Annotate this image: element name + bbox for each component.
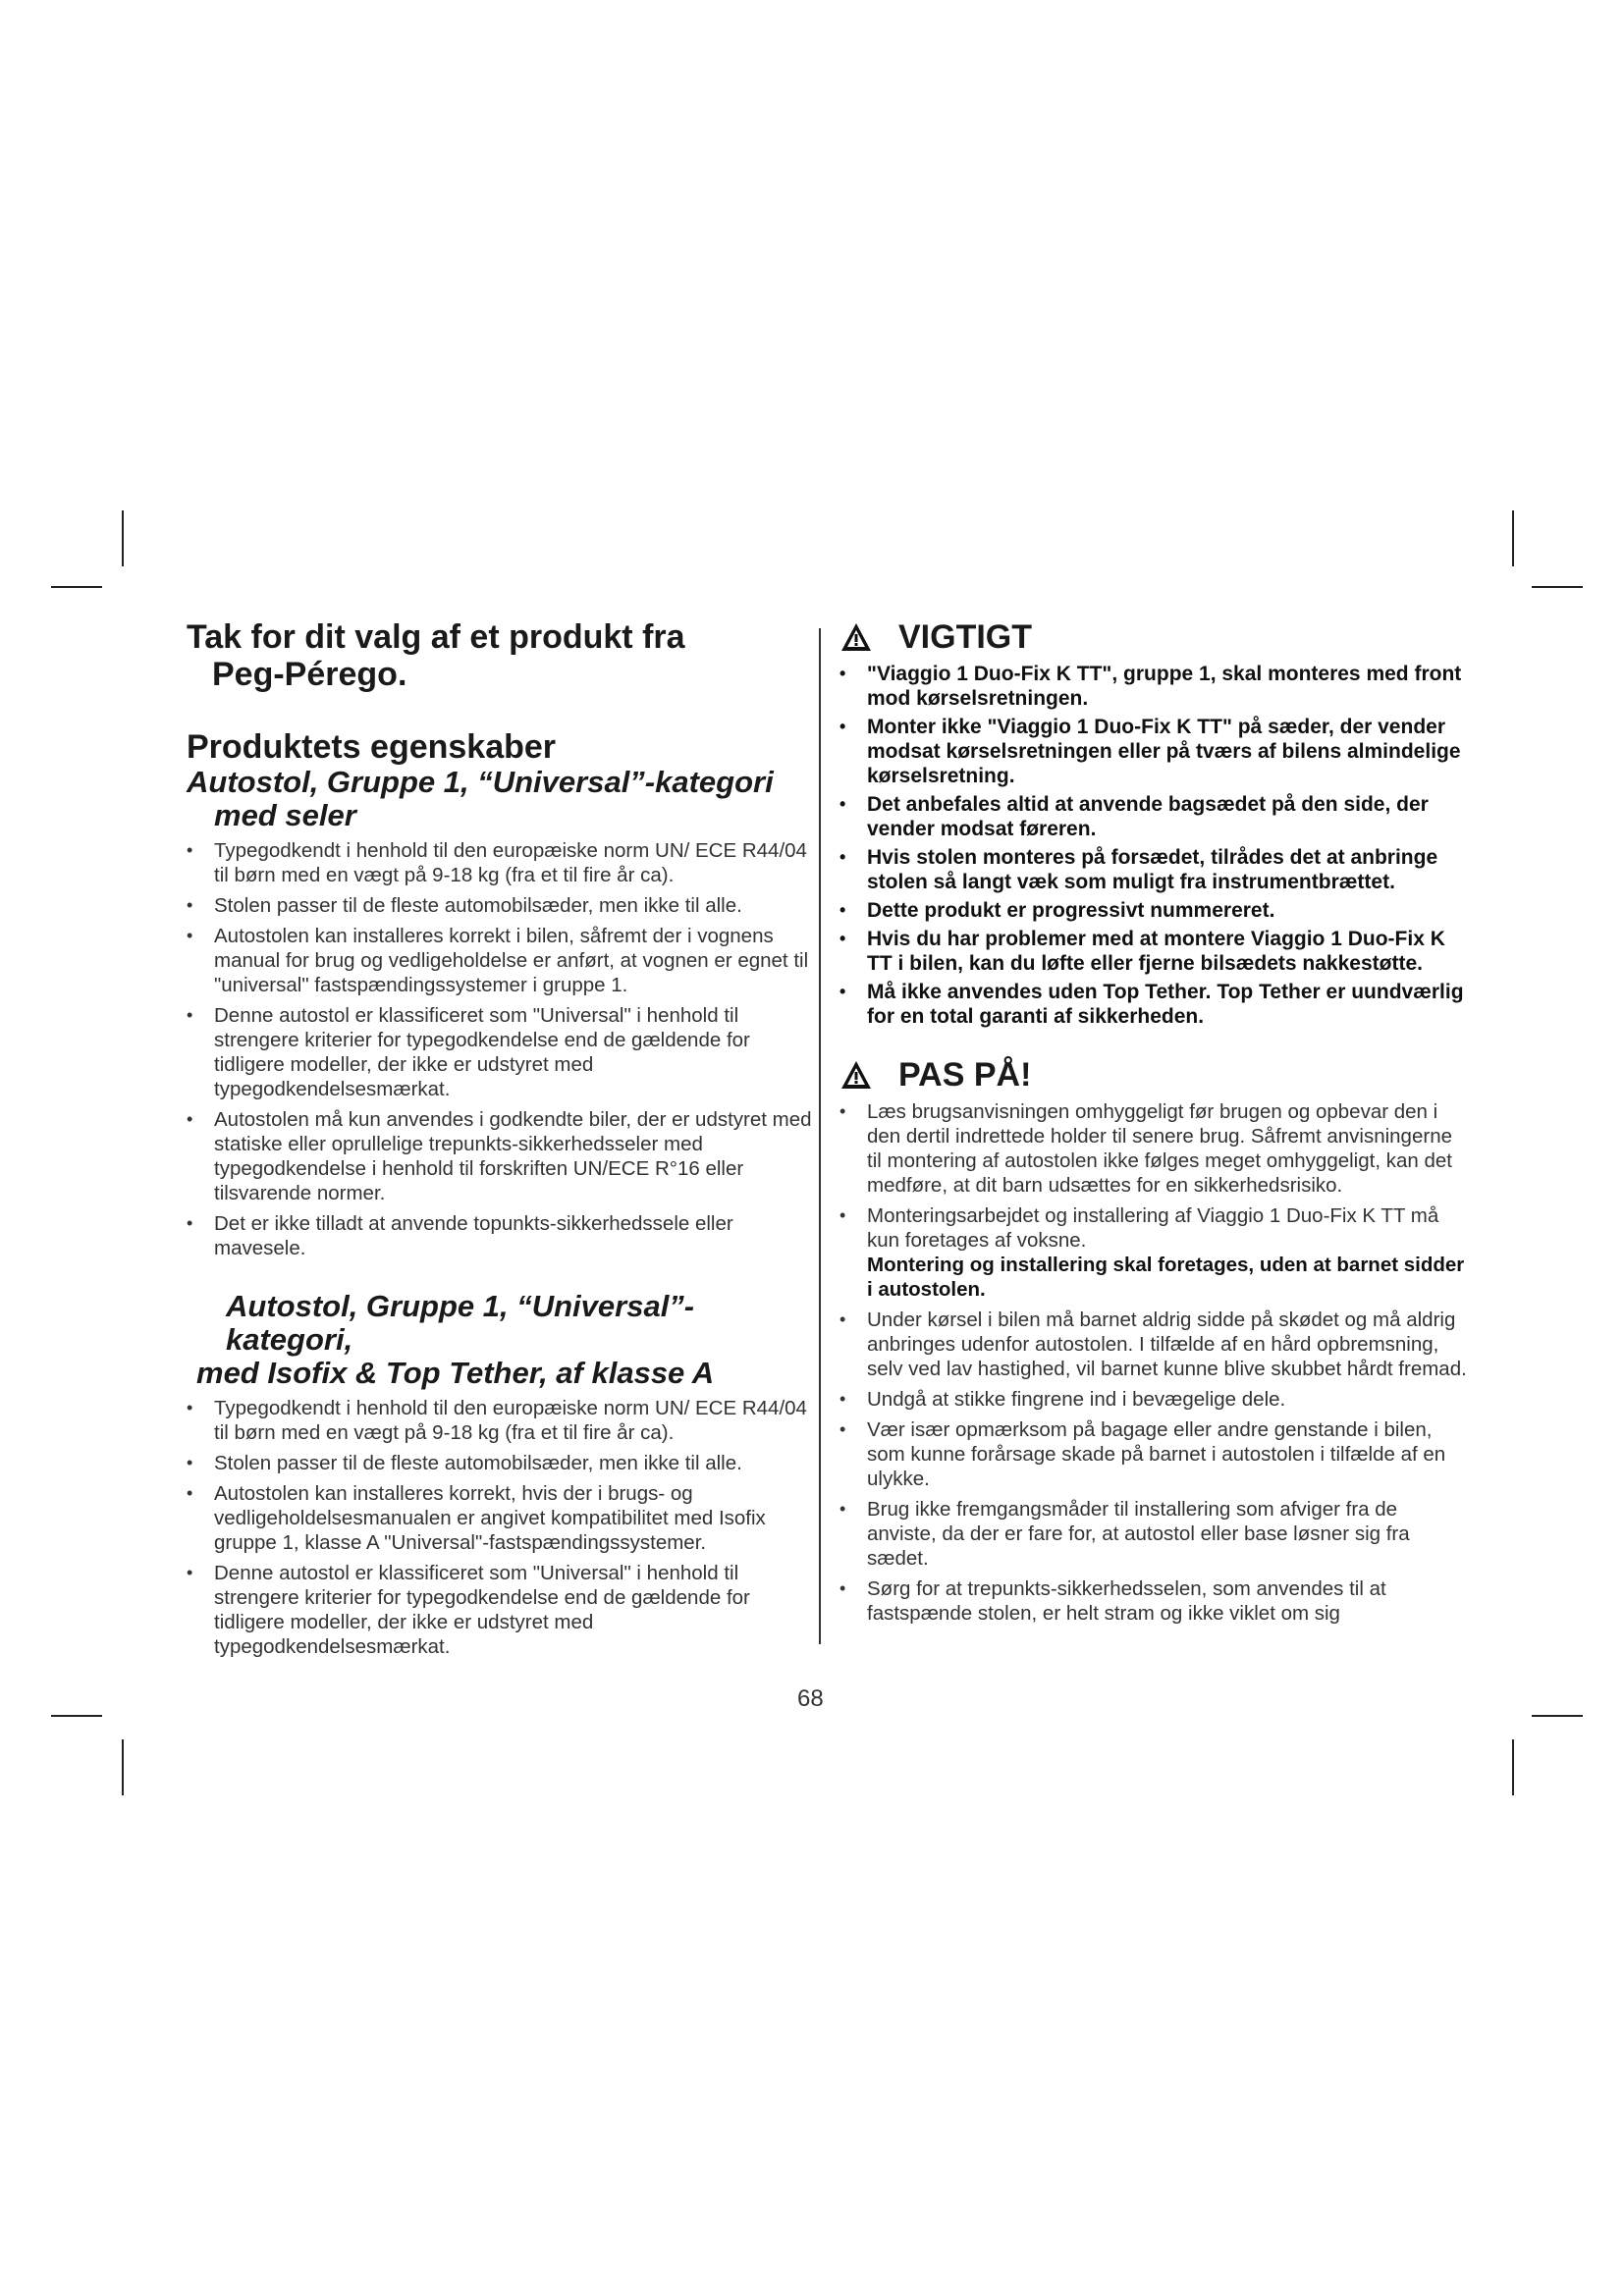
list-item-text: Monteringsarbejdet og installering af Viaggio 1 Duo-Fix K TT må kun foretages af voksne.	[867, 1204, 1439, 1252]
crop-mark	[122, 1739, 124, 1795]
list-item: • Denne autostol er klassificeret som "Universal" i henhold til strengere kriterier for typegodkendelse end de gældende for tidligere modeller, der ikke er udstyret med typegodkendelsesmærkat.	[187, 1561, 815, 1659]
paspaa-heading	[839, 1056, 1468, 1094]
crop-mark	[1512, 510, 1514, 566]
list-item: • Stolen passer til de fleste automobilsæder, men ikke til alle.	[187, 893, 815, 918]
list-item: • Dette produkt er progressivt nummereret.	[839, 898, 1468, 923]
list-item: • Hvis du har problemer med at montere Viaggio 1 Duo-Fix K TT i bilen, kan du løfte eller fjerne bilsædets nakkestøtte.	[839, 927, 1468, 976]
section-title: Produktets egenskaber	[187, 728, 557, 766]
crop-mark	[51, 586, 102, 588]
crop-mark	[51, 1715, 102, 1717]
subheading-line-2: med seler	[214, 798, 356, 832]
vigtigt-title: VIGTIGT	[898, 618, 1032, 656]
page-title	[187, 618, 815, 693]
right-column	[839, 618, 1468, 1631]
title-line-1: Tak for dit valg af et produkt fra	[187, 618, 685, 656]
subheading-universal	[187, 766, 815, 832]
crop-mark	[1532, 1715, 1583, 1717]
features-list-harness	[187, 838, 815, 1260]
subheading-line-1: Autostol, Gruppe 1, “Universal”-kategori,	[226, 1289, 695, 1357]
crop-mark	[1512, 1739, 1514, 1795]
list-item: • Læs brugsanvisningen omhyggeligt før brugen og opbevar den i den dertil indrettede holder til senere brug. Såfremt anvisningerne til montering af autostolen ikke følges meget omhyggeligt, kan det medføre, at dit barn udsættes for en sikkerhedsrisiko.	[839, 1099, 1468, 1198]
list-item: • "Viaggio 1 Duo-Fix K TT", gruppe 1, skal monteres med front mod kørselsretningen.	[839, 662, 1468, 711]
list-item: • Det er ikke tilladt at anvende topunkts-sikkerhedssele eller mavesele.	[187, 1211, 815, 1260]
crop-mark	[122, 510, 124, 566]
subheading-isofix	[187, 1290, 815, 1390]
features-list-isofix	[187, 1396, 815, 1659]
column-divider	[819, 628, 821, 1644]
list-item: • Undgå at stikke fingrene ind i bevægelige dele.	[839, 1387, 1468, 1412]
list-item: • Det anbefales altid at anvende bagsædet på den side, der vender modsat føreren.	[839, 792, 1468, 841]
list-item: • Stolen passer til de fleste automobilsæder, men ikke til alle.	[187, 1451, 815, 1475]
list-item-bold-text: Montering og installering skal foretages, uden at barnet sidder i autostolen.	[867, 1254, 1465, 1301]
list-item: • Typegodkendt i henhold til den europæiske norm UN/ ECE R44/04 til børn med en vægt på 9-18 kg (fra et til fire år ca).	[187, 1396, 815, 1445]
list-item: • Vær især opmærksom på bagage eller andre genstande i bilen, som kunne forårsage skade på barnet i autostolen i tilfælde af en ulykke.	[839, 1417, 1468, 1491]
list-item: • Må ikke anvendes uden Top Tether. Top Tether er uundværlig for en total garanti af sikkerheden.	[839, 980, 1468, 1029]
list-item	[839, 1203, 1468, 1302]
subheading-line-1: Autostol, Gruppe 1, “Universal”-kategori	[187, 765, 774, 799]
list-item: • Typegodkendt i henhold til den europæiske norm UN/ ECE R44/04 til børn med en vægt på 9-18 kg (fra et til fire år ca).	[187, 838, 815, 887]
title-line-2: Peg-Pérego.	[212, 656, 407, 693]
list-item: • Sørg for at trepunkts-sikkerhedsselen, som anvendes til at fastspænde stolen, er helt stram og ikke viklet om sig	[839, 1576, 1468, 1626]
crop-mark	[1532, 586, 1583, 588]
paspaa-list	[839, 1099, 1468, 1626]
list-item: • Denne autostol er klassificeret som "Universal" i henhold til strengere kriterier for typegodkendelse end de gældende for tidligere modeller, der ikke er udstyret med typegodkendelsesmærkat.	[187, 1003, 815, 1101]
list-item: • Autostolen kan installeres korrekt, hvis der i brugs- og vedligeholdelsesmanualen er angivet kompatibilitet med Isofix gruppe 1, klasse A "Universal"-fastspændingssystemer.	[187, 1481, 815, 1555]
list-item: • Autostolen kan installeres korrekt i bilen, såfremt der i vognens manual for brug og vedligeholdelse er anført, at vognen er egnet til "universal" fastspændingssystemer i gruppe 1.	[187, 924, 815, 997]
paspaa-title: PAS PÅ!	[898, 1056, 1032, 1094]
list-item: • Under kørsel i bilen må barnet aldrig sidde på skødet og må aldrig anbringes udenfor autostolen. I tilfælde af en hård opbremsning, selv ved lav hastighed, vil barnet kunne blive skubbet hårdt fremad.	[839, 1308, 1468, 1381]
subheading-line-2: med Isofix & Top Tether, af klasse A	[196, 1356, 715, 1390]
list-item: • Hvis stolen monteres på forsædet, tilrådes det at anbringe stolen så langt væk som muligt fra instrumentbrættet.	[839, 845, 1468, 894]
list-item: • Monter ikke "Viaggio 1 Duo-Fix K TT" på sæder, der vender modsat kørselsretningen eller på tværs af bilens almindelige kørselsretning.	[839, 715, 1468, 788]
list-item: • Brug ikke fremgangsmåder til installering som afviger fra de anviste, da der er fare for, at autostol eller base løsner sig fra sædet.	[839, 1497, 1468, 1571]
warning-triangle-icon	[839, 1058, 873, 1092]
vigtigt-list	[839, 662, 1468, 1029]
list-item: • Autostolen må kun anvendes i godkendte biler, der er udstyret med statiske eller oprullelige trepunkts-sikkerhedsseler med typegodkendelse i henhold til forskriften UN/ECE R°16 eller tilsvarende normer.	[187, 1107, 815, 1205]
vigtigt-heading	[839, 618, 1468, 656]
left-column	[187, 618, 815, 1665]
warning-triangle-icon	[839, 620, 873, 654]
page-number: 68	[797, 1685, 824, 1712]
